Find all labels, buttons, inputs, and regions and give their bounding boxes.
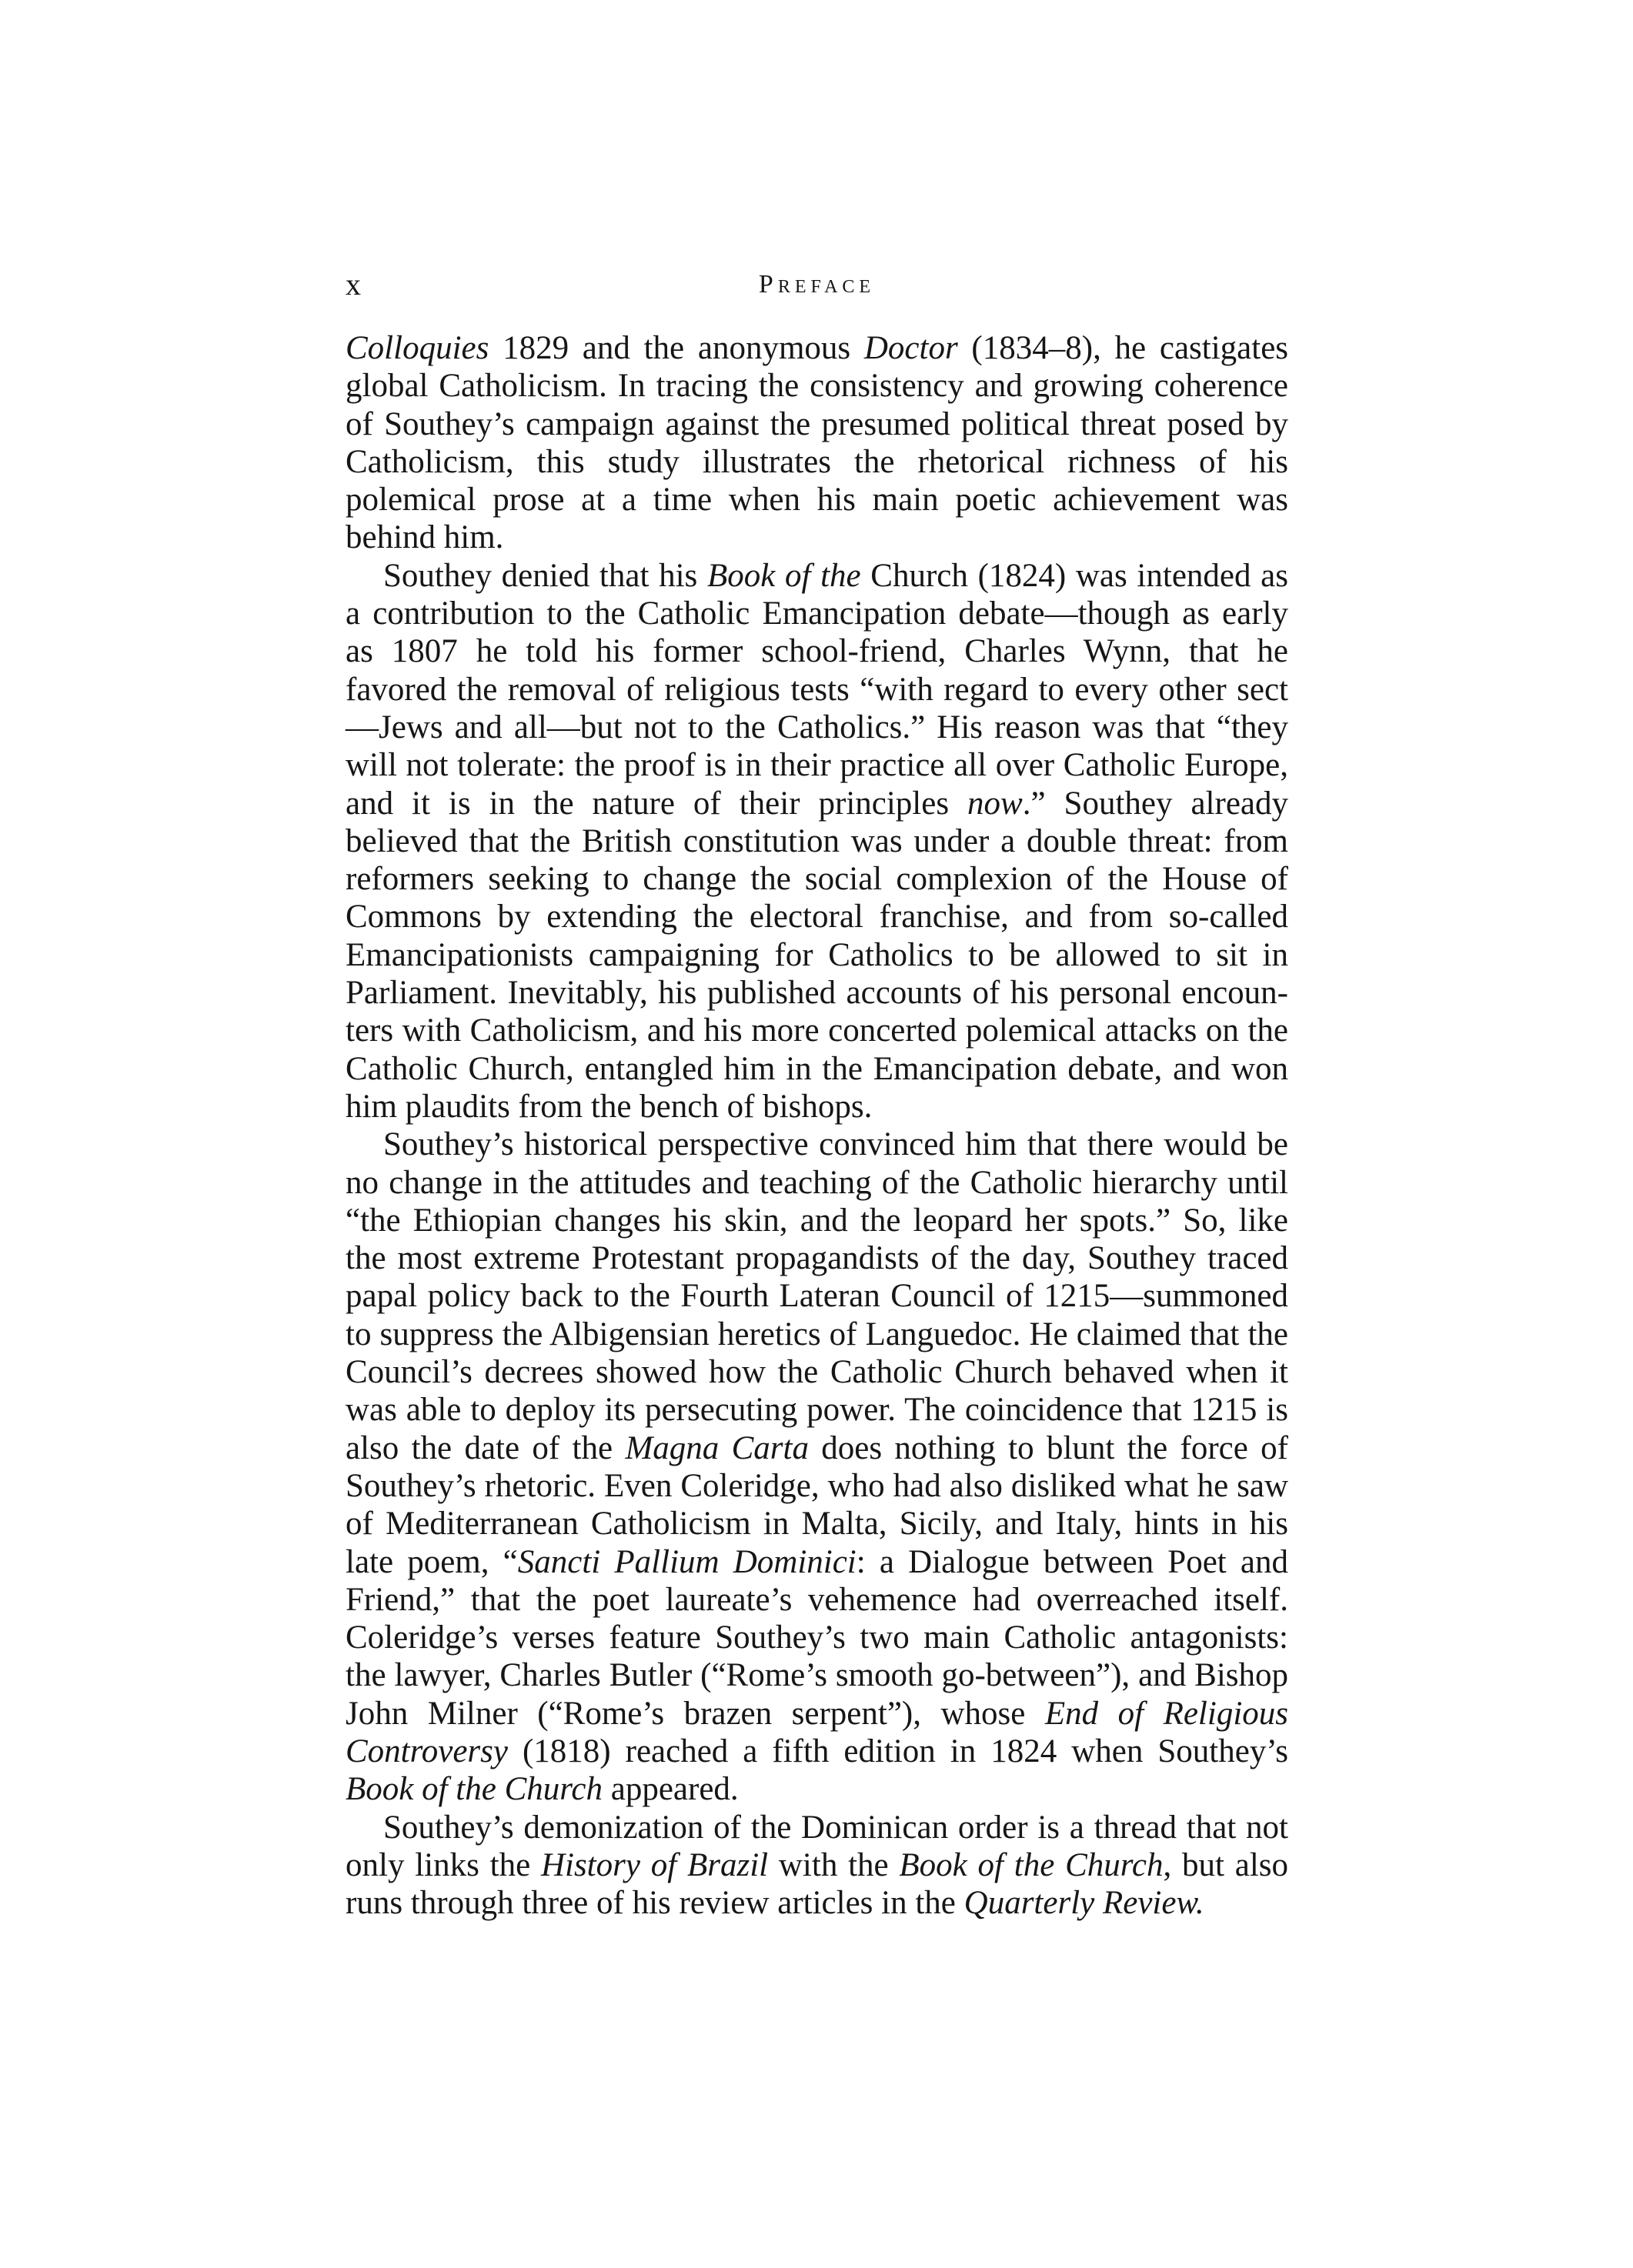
italic-title: End of Religious Controversy xyxy=(346,1695,1289,1769)
italic-title: now xyxy=(967,785,1023,822)
running-head-title: Preface xyxy=(758,270,876,299)
italic-title: History of Brazil xyxy=(540,1846,769,1883)
italic-title: Book of the Church xyxy=(899,1846,1164,1883)
paragraph xyxy=(346,329,1288,557)
text-run: (1834–8), he castigates global Catholicism. In tracing the consistency and growing coherence of Southey’s campaign against the presumed political threat posed by Catholicism, this study illustrates the rhetorical richness of his polemical prose at a time when his main poetic achievement was behind him. xyxy=(346,330,1289,556)
italic-title: Quarterly Review. xyxy=(963,1885,1204,1922)
body-text xyxy=(346,329,1288,1922)
text-run: 1829 and the anonymous xyxy=(489,330,864,366)
text-run: : a Dialogue between Poet and Friend,” that the poet laureate’s vehemence had overreached itself. Coleridge’s verses feature Southey’s two main Catholic antagonists: the lawyer, Charles Butler (“Rome’s smooth go-between”), and Bishop John Milner (“Rome’s brazen serpent”), whose xyxy=(346,1543,1289,1732)
text-run: Southey denied that his xyxy=(383,557,707,594)
page-number: x xyxy=(346,267,361,302)
text-run: .” Southey already believed that the British constitution was under a double threat: from reformers seeking to change the social complexion of the House of Commons by extending the electoral franchise, and from so-called Emancipationists campaigning for Catholics to be allowed to sit in Parliament. Inevitably, his published accounts of his personal encounters with Catholicism, and his more concerted polemical attacks on the Catholic Church, entangled him in the Emancipation debate, and won him plaudits from the bench of bishops. xyxy=(346,785,1288,1125)
text-run: , but also runs through three of his review articles in the xyxy=(346,1846,1289,1922)
text-run: appeared. xyxy=(603,1771,739,1808)
text-run: Church (1824) was intended as a contribution to the Catholic Emancipation debate—though as early as 1807 he told his former school-friend, Charles Wynn, that he favored the removal of religious tests “with regard to every other sect—Jews and all—but not to the Catholics.” His reason was that “they will not tolerate: the proof is in their practice all over Catholic Europe, and it is in the nature of their principles xyxy=(346,557,1288,822)
paragraph xyxy=(346,1126,1288,1808)
paragraph xyxy=(346,1809,1288,1923)
paragraph xyxy=(346,557,1288,1126)
italic-title: Magna Carta xyxy=(625,1429,809,1466)
italic-title: Doctor xyxy=(863,330,958,366)
running-head xyxy=(346,262,1288,308)
text-run: with the xyxy=(768,1846,900,1883)
italic-title: Book of the Church xyxy=(346,1771,603,1808)
italic-title: Book of the xyxy=(706,557,861,594)
text-run: does nothing to blunt the force of Southey’s rhetoric. Even Coleridge, who had also disliked what he saw of Mediterranean Catholicism in Malta, Sicily, and Italy, hints in his late poem, “ xyxy=(346,1429,1288,1580)
text-run: (1818) reached a fifth edition in 1824 when Southey’s xyxy=(508,1733,1288,1769)
text-run: Southey’s historical perspective convinced him that there would be no change in the attitudes and teaching of the Catholic hierarchy until “the Ethiopian changes his skin, and the leopard her spots.” So, like the most extreme Protestant propagandists of the day, Southey traced papal policy back to the Fourth Lateran Council of 1215—summoned to suppress the Albigensian heretics of Languedoc. He claimed that the Council’s decrees showed how the Catholic Church behaved when it was able to deploy its persecuting power. The coincidence that 1215 is also the date of the xyxy=(346,1126,1288,1466)
italic-title: Sancti Pallium Dominici xyxy=(517,1543,857,1580)
text-run: Southey’s demonization of the Dominican order is a thread that not only links the xyxy=(346,1809,1288,1883)
italic-title: Colloquies xyxy=(346,330,489,366)
